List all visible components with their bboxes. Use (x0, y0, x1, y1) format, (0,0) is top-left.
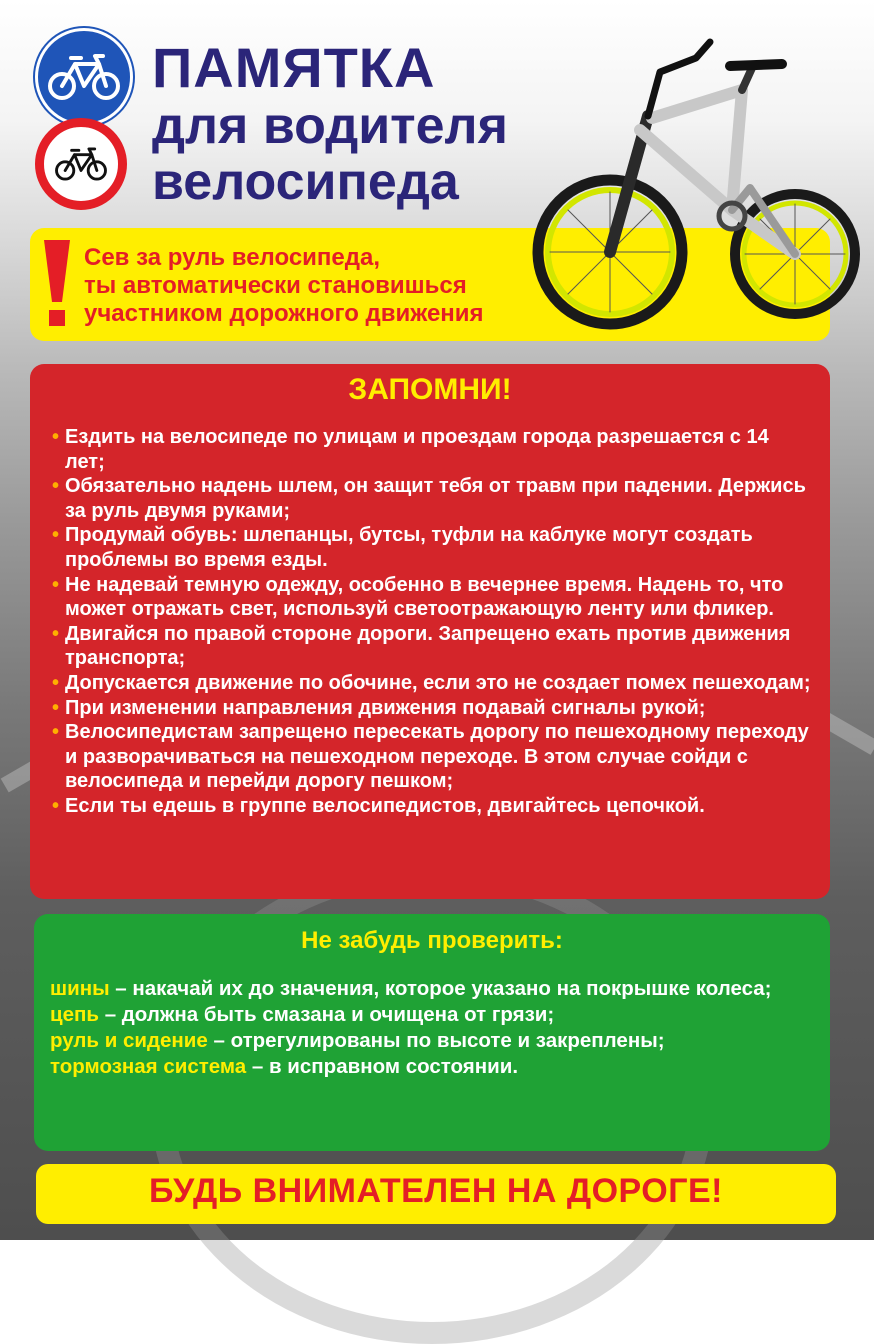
bullet-icon: • (52, 671, 60, 694)
list-item (52, 720, 812, 794)
check-text: – отрегулированы по высоте и закреплены; (207, 1029, 665, 1052)
page-title (152, 36, 508, 211)
title-line: для водителя (152, 97, 508, 155)
bullet-icon: • (52, 696, 60, 719)
check-key: шины (50, 977, 110, 1000)
check-key: тормозная система (50, 1055, 247, 1078)
list-item (52, 794, 812, 819)
list-item (50, 976, 820, 1002)
title-line: ПАМЯТКА (152, 36, 436, 99)
bullet-icon: • (52, 794, 60, 817)
remember-title: ЗАПОМНИ! (348, 373, 512, 406)
bullet-icon: • (52, 524, 60, 547)
list-item (52, 523, 812, 572)
list-item (50, 1054, 820, 1080)
warning-line: Сев за руль велосипеда, (84, 244, 381, 271)
list-item (52, 474, 812, 523)
list-item (50, 1002, 820, 1028)
rule-text: Продумай обувь: шлепанцы, бутсы, туфли на каблуке могут создать проблемы во время езды. (65, 524, 753, 571)
list-item (52, 573, 812, 622)
remember-list (52, 425, 812, 819)
bullet-icon: • (52, 426, 60, 448)
check-text: – в исправном состоянии. (246, 1055, 519, 1078)
check-title: Не забудь проверить: (301, 927, 563, 954)
list-item (50, 1028, 820, 1054)
slogan-text: БУДЬ ВНИМАТЕЛЕН НА ДОРОГЕ! (149, 1172, 723, 1210)
bullet-icon: • (52, 475, 60, 498)
rule-text: Не надевай темную одежду, особенно в вечернее время. Надень то, что может отражать свет, используй светоотражающую ленту или фликер. (65, 573, 784, 621)
warning-line: ты автоматически становишься (84, 272, 467, 299)
list-item (52, 622, 812, 671)
bullet-icon: • (52, 573, 60, 596)
list-item (52, 696, 812, 721)
no-bicycles-sign-icon (35, 118, 127, 210)
rule-text: Допускается движение по обочине, если это не создает помех пешеходам; (65, 671, 811, 694)
rule-text: Если ты едешь в группе велосипедистов, двигайтесь цепочкой. (65, 794, 705, 817)
rule-text: При изменении направления движения подавай сигналы рукой; (65, 696, 706, 719)
warning-text (84, 244, 484, 328)
rule-text: Велосипедистам запрещено пересекать дорогу по пешеходному переходу и разворачиваться на пешеходном переходе. В этом случае сойди с велосипеда и перейди дорогу пешком; (65, 721, 809, 793)
list-item (52, 425, 812, 474)
check-text: – накачай их до значения, которое указано на покрышке колеса; (109, 977, 772, 1000)
list-item (52, 671, 812, 696)
check-key: цепь (50, 1003, 99, 1026)
exclamation-icon (40, 236, 74, 332)
bullet-icon: • (52, 721, 60, 744)
check-list (50, 976, 820, 1080)
rule-text: Ездить на велосипеде по улицам и проездам города разрешается с 14 лет; (65, 426, 769, 473)
bicycle-path-sign-icon (35, 28, 133, 126)
warning-line: участником дорожного движения (84, 300, 484, 327)
rule-text: Двигайся по правой стороне дороги. Запрещено ехать против движения транспорта; (65, 622, 791, 670)
check-text: – должна быть смазана и очищена от грязи; (99, 1003, 555, 1026)
check-key: руль и сидение (50, 1029, 208, 1052)
title-line: велосипеда (152, 153, 459, 211)
bullet-icon: • (52, 622, 60, 645)
rule-text: Обязательно надень шлем, он защит тебя от травм при падении. Держись за руль двумя руками; (65, 475, 806, 522)
mountain-bicycle-image (520, 20, 860, 340)
